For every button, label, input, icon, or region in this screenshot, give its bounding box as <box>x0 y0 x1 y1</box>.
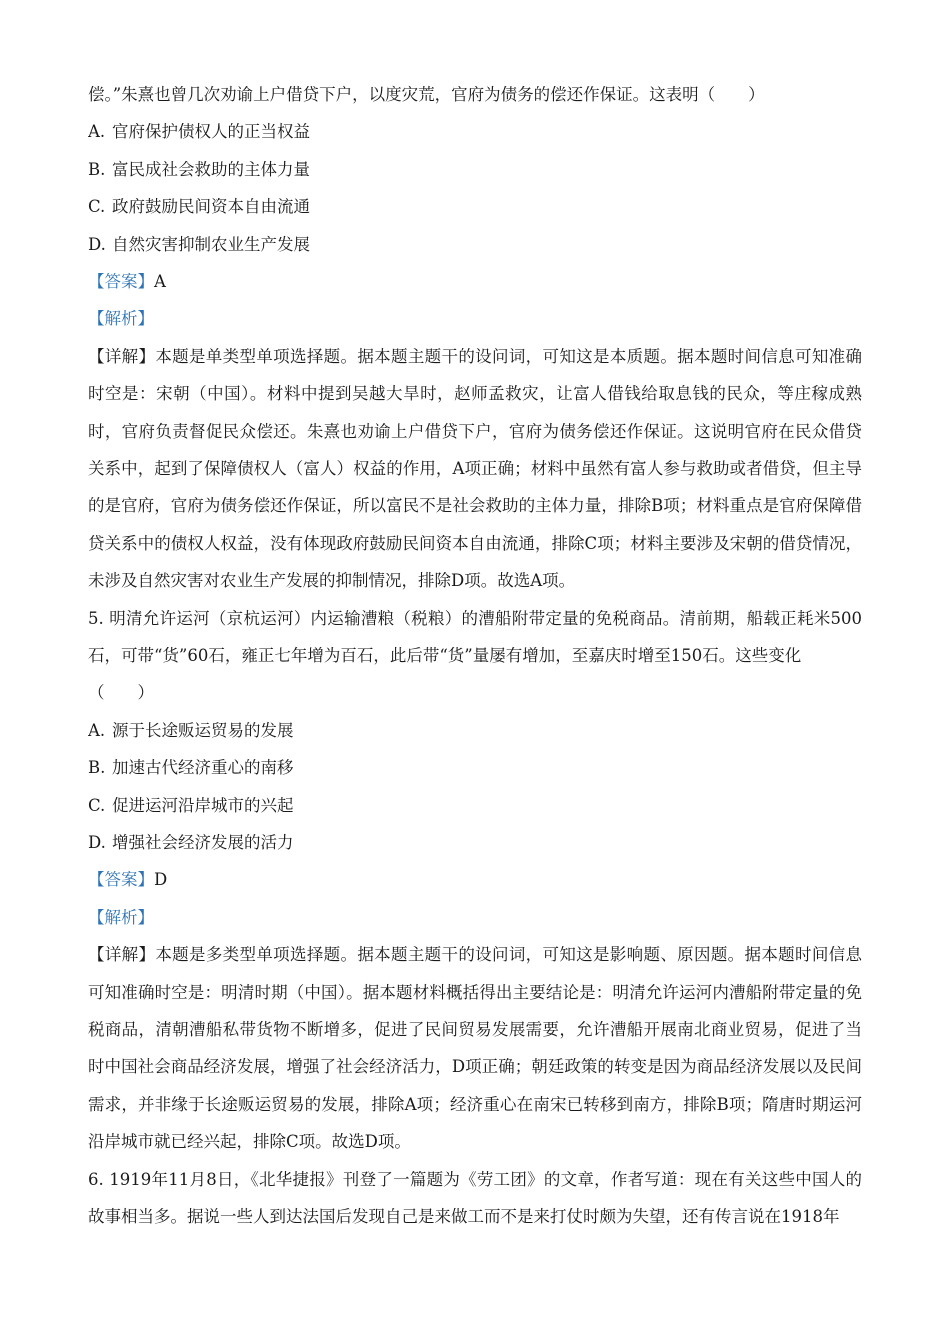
document-page <box>88 76 862 1235</box>
q5-detail <box>88 936 862 1160</box>
analysis-label: 【解析】 <box>88 907 154 927</box>
q5-option-a <box>88 712 862 749</box>
analysis-label: 【解析】 <box>88 309 154 329</box>
q4-option-a <box>88 113 862 150</box>
q5-stem-bracket: （ ） <box>88 683 154 703</box>
q4-option-b <box>88 151 862 188</box>
answer-label: 【答案】 <box>88 870 154 890</box>
q4-detail <box>88 338 862 600</box>
q4-option-d <box>88 226 862 263</box>
q5-analysis <box>88 899 862 936</box>
answer-value: D <box>154 870 168 890</box>
option-letter: D. <box>88 234 106 254</box>
answer-value: A <box>154 271 166 291</box>
q5-answer <box>88 861 862 898</box>
option-text: 自然灾害抑制农业生产发展 <box>112 234 310 254</box>
detail-text: 本题是多类型单项选择题。据本题主题干的设问词，可知这是影响题、原因题。据本题时间信息可知准确时空是：明清时期（中国）。据本题材料概括得出主要结论是：明清允许运河内漕船附带定量的免税商品，清朝漕船私带货物不断增多，促进了民间贸易发展需要，允许漕船开展南北商业贸易，促进了当时中国社会商品经济发展，增强了社会经济活力，D项正确；朝廷政策的转变是因为商品经济发展以及民间需求，并非缘于长途贩运贸易的发展，排除A项；经济重心在南宋已转移到南方，排除B项；隋唐时期运河沿岸城市就已经兴起，排除C项。故选D项。 <box>88 945 863 1152</box>
q4-stem-tail: 偿。”朱熹也曾几次劝谕上户借贷下户，以度灾荒，官府为债务的偿还作保证。这表明（ ） <box>88 85 765 104</box>
q4-option-c <box>88 188 862 225</box>
option-text: 官府保护债权人的正当权益 <box>112 122 310 142</box>
q4-answer <box>88 263 862 300</box>
q5-option-c <box>88 787 862 824</box>
detail-label: 【详解】 <box>88 945 156 965</box>
q4-analysis <box>88 300 862 337</box>
q5-option-b <box>88 749 862 786</box>
option-letter: A. <box>88 122 106 142</box>
option-letter: B. <box>88 159 106 179</box>
option-text: 富民成社会救助的主体力量 <box>112 159 310 179</box>
q5-stem: 5. 明清允许运河（京杭运河）内运输漕粮（税粮）的漕船附带定量的免税商品。清前期，船载正耗米500石，可带“货”60石，雍正七年增为百石，此后带“货”量屡有增加，至嘉庆时增至150石。这些变化 <box>88 608 862 665</box>
option-letter: B. <box>88 758 106 778</box>
q5-option-d <box>88 824 862 861</box>
detail-text: 本题是单类型单项选择题。据本题主题干的设问词，可知这是本质题。据本题时间信息可知准确时空是：宋朝（中国）。材料中提到吴越大旱时，赵师孟救灾，让富人借钱给取息钱的民众，等庄稼成熟时，官府负责督促民众偿还。朱熹也劝谕上户借贷下户，官府为债务偿还作保证。这说明官府在民众借贷关系中，起到了保障债权人（富人）权益的作用，A项正确；材料中虽然有富人参与救助或者借贷，但主导的是官府，官府为债务偿还作保证，所以富民不是社会救助的主体力量，排除B项；材料重点是官府保障借贷关系中的债权人权益，没有体现政府鼓励民间资本自由流通，排除C项；材料主要涉及宋朝的借贷情况，未涉及自然灾害对农业生产发展的抑制情况，排除D项。故选A项。 <box>88 346 863 591</box>
option-text: 促进运河沿岸城市的兴起 <box>112 795 294 815</box>
option-letter: C. <box>88 795 106 815</box>
option-letter: D. <box>88 832 106 852</box>
q6-stem: 6. 1919年11月8日，《北华捷报》刊登了一篇题为《劳工团》的文章，作者写道：现在有关这些中国人的故事相当多。据说一些人到达法国后发现自己是来做工而不是来打仗时颇为失望，还有传言说在1918年 <box>88 1169 862 1226</box>
option-letter: C. <box>88 197 106 217</box>
option-letter: A. <box>88 720 106 740</box>
option-text: 源于长途贩运贸易的发展 <box>112 720 294 740</box>
option-text: 增强社会经济发展的活力 <box>112 832 294 852</box>
option-text: 政府鼓励民间资本自由流通 <box>112 197 310 217</box>
detail-label: 【详解】 <box>88 346 156 366</box>
answer-label: 【答案】 <box>88 271 154 291</box>
option-text: 加速古代经济重心的南移 <box>112 758 294 778</box>
